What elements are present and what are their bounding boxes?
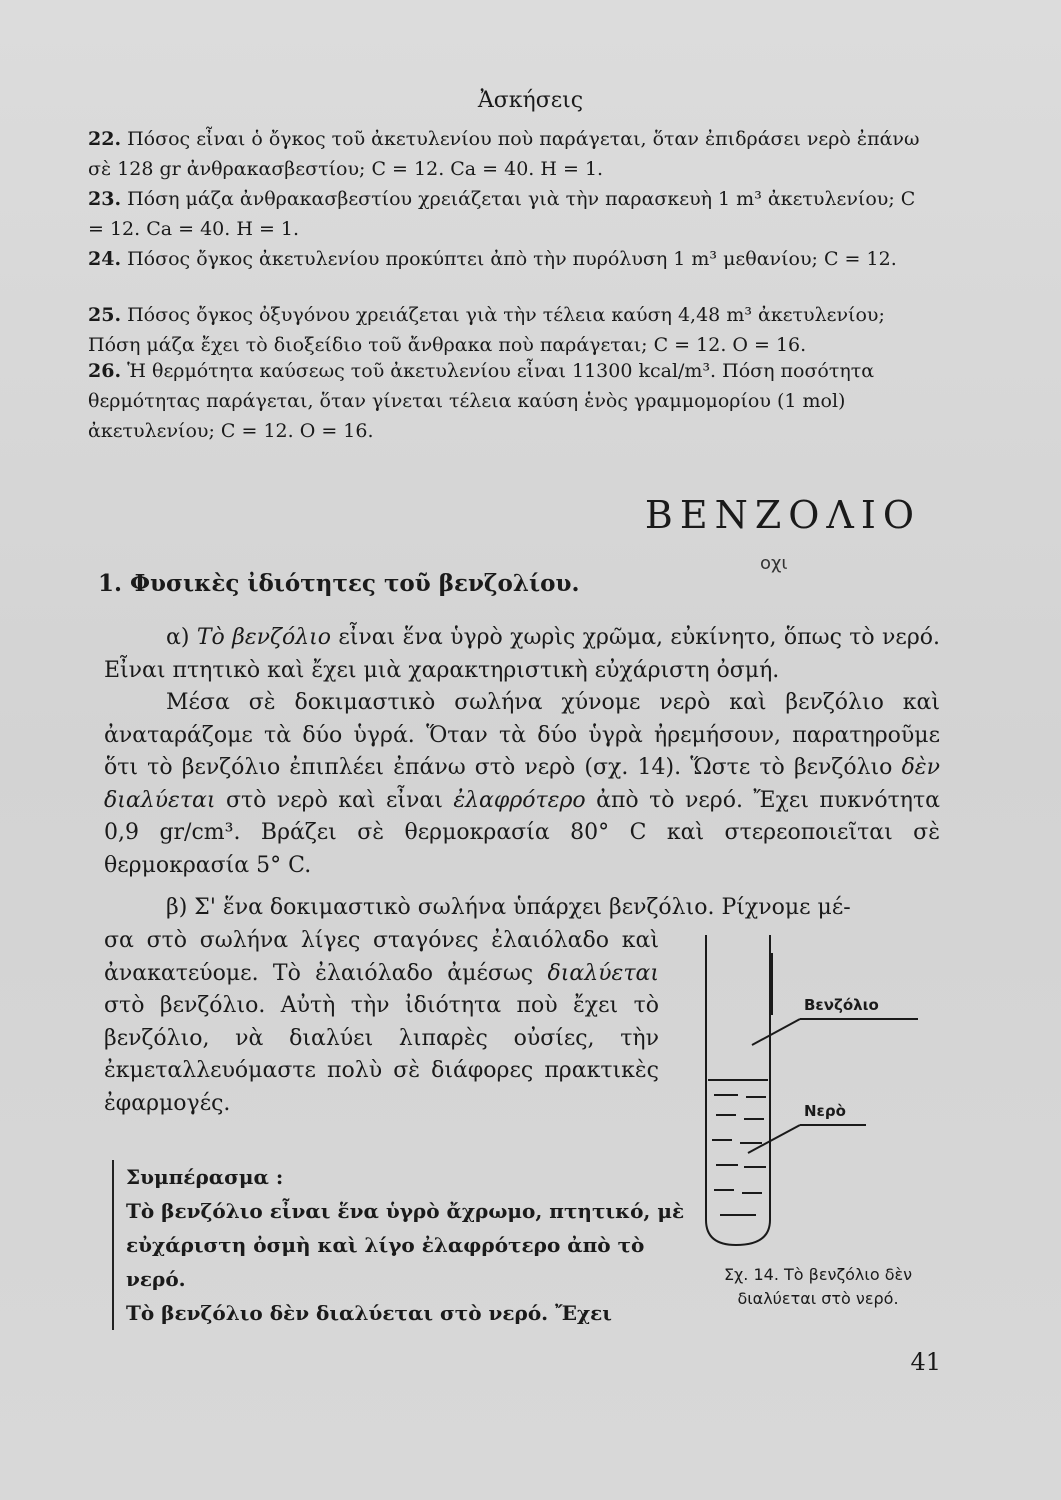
exercise-text: Πόσος εἶναι ὁ ὄγκος τοῦ ἀκετυλενίου ποὺ παράγεται, ὅταν ἐπιδράσει νερὸ ἐπάνω σὲ 128 gr ἀνθρακασβεστίου; C = 12. Ca = 40. H = 1. bbox=[88, 128, 920, 180]
paragraph-text: στὸ νερὸ καὶ εἶναι bbox=[215, 787, 454, 813]
exercise-text: Πόσος ὄγκος ἀκετυλενίου προκύπτει ἀπὸ τὴν πυρόλυση 1 m³ μεθανίου; C = 12. bbox=[127, 248, 897, 270]
section-title: 1. Φυσικὲς ἰδιότητες τοῦ βενζολίου. bbox=[98, 570, 580, 597]
water-pointer bbox=[748, 1125, 800, 1153]
conclusion-title: Συμπέρασμα : bbox=[126, 1165, 284, 1189]
italic-term: Τὸ βενζόλιο bbox=[196, 625, 332, 650]
page-header: Ἀσκήσεις bbox=[477, 88, 584, 113]
conclusion-line: Τὸ βενζόλιο δὲν διαλύεται στὸ νερό. Ἔχει bbox=[126, 1301, 612, 1325]
paragraph-label: α) bbox=[166, 625, 190, 650]
handwritten-margin-note: οχι bbox=[760, 553, 788, 574]
test-tube-outline bbox=[706, 935, 770, 1245]
paragraph-text: εἶναι ἕνα ὑγρὸ χωρὶς χρῶμα, εὐκίνητο, ὅπως τὸ νερό. Εἶναι πτητικὸ καὶ ἔχει μιὰ χαρακτηριστικὴ εὐχάριστη ὀσμή. bbox=[104, 625, 941, 683]
italic-term: ἐλαφρότερο bbox=[453, 787, 586, 813]
paragraph-a-experiment bbox=[104, 687, 940, 882]
conclusion-box bbox=[112, 1160, 686, 1330]
exercise-24 bbox=[88, 244, 928, 274]
benzene-pointer bbox=[752, 1019, 800, 1045]
exercise-text: Πόσος ὄγκος ὀξυγόνου χρειάζεται γιὰ τὴν τέλεια καύση 4,48 m³ ἀκετυλενίου; Πόση μάζα ἔχει τὸ διοξείδιο τοῦ ἄνθρακα ποὺ παράγεται; C = 12. O = 16. bbox=[88, 304, 885, 356]
italic-term: διαλύεται bbox=[547, 960, 659, 986]
test-tube-figure bbox=[686, 935, 946, 1265]
paragraph-b bbox=[104, 925, 659, 1120]
italic-term: δὲν διαλύεται bbox=[104, 755, 940, 813]
paragraph-text: ἀπὸ τὸ νερό. Ἔχει πυκνότητα 0,9 gr/cm³. Βράζει σὲ θερμοκρασία 80° C καὶ στερεοποιεῖται σὲ θερμοκρασία 5° C. bbox=[104, 787, 940, 878]
exercise-number: 22. bbox=[88, 128, 122, 150]
paragraph-text: Μέσα σὲ δοκιμαστικὸ σωλήνα χύνομε νερὸ καὶ βενζόλιο καὶ ἀναταράζομε τὰ δύο ὑγρά. Ὅταν τὰ δύο ὑγρὰ ἠρεμήσουν, παρατηροῦμε ὅτι τὸ βενζόλιο ἐπιπλέει ἐπάνω στὸ νερὸ (σχ. 14). Ὥστε τὸ βενζόλιο bbox=[104, 690, 940, 780]
chapter-title: ΒΕΝΖΟΛΙΟ bbox=[644, 493, 921, 537]
caption-line: διαλύεται στὸ νερό. bbox=[737, 1289, 899, 1308]
benzene-label: Βενζόλιο bbox=[804, 996, 879, 1014]
exercise-text: Πόση μάζα ἀνθρακασβεστίου χρειάζεται γιὰ τὴν παρασκευὴ 1 m³ ἀκετυλενίου; C = 12. Ca = 40. H = 1. bbox=[88, 188, 916, 240]
exercise-number: 26. bbox=[88, 360, 122, 382]
paragraph-b-intro: β) Σ' ἕνα δοκιμαστικὸ σωλήνα ὑπάρχει βενζόλιο. Ρίχνομε μέ- bbox=[166, 895, 851, 920]
exercise-23 bbox=[88, 184, 928, 244]
paragraph-text: σα στὸ σωλήνα λίγες σταγόνες ἐλαιόλαδο καὶ ἀνακατεύομε. Τὸ ἐλαιόλαδο ἀμέσως bbox=[104, 928, 659, 986]
exercise-number: 24. bbox=[88, 248, 122, 270]
exercise-text: Ἡ θερμότητα καύσεως τοῦ ἀκετυλενίου εἶναι 11300 kcal/m³. Πόση ποσότητα θερμότητας παράγεται, ὅταν γίνεται τέλεια καύση ἑνὸς γραμμομορίου (1 mol) ἀκετυλενίου; C = 12. O = 16. bbox=[88, 360, 875, 442]
page-number: 41 bbox=[910, 1348, 941, 1376]
exercise-26 bbox=[88, 356, 928, 446]
paragraph-text: στὸ βενζόλιο. Αὐτὴ τὴν ἰδιότητα ποὺ ἔχει τὸ βενζόλιο, νὰ διαλύει λιπαρὲς οὐσίες, τὴν ἐκμεταλλευόμαστε πολὺ σὲ διάφορες πρακτικὲς ἐφαρμογές. bbox=[104, 993, 659, 1116]
water-label: Νερὸ bbox=[804, 1102, 846, 1120]
exercise-number: 23. bbox=[88, 188, 122, 210]
paragraph-a bbox=[104, 622, 940, 687]
exercise-number: 25. bbox=[88, 304, 122, 326]
figure-caption bbox=[688, 1263, 948, 1311]
exercise-25 bbox=[88, 300, 928, 360]
exercise-22 bbox=[88, 124, 928, 184]
conclusion-line: Τὸ βενζόλιο εἶναι ἕνα ὑγρὸ ἄχρωμο, πτητικό, μὲ εὐχάριστη ὀσμὴ καὶ λίγο ἐλαφρότερο ἀπὸ τὸ νερό. bbox=[126, 1199, 685, 1291]
caption-line: Σχ. 14. Τὸ βενζόλιο δὲν bbox=[723, 1265, 913, 1284]
